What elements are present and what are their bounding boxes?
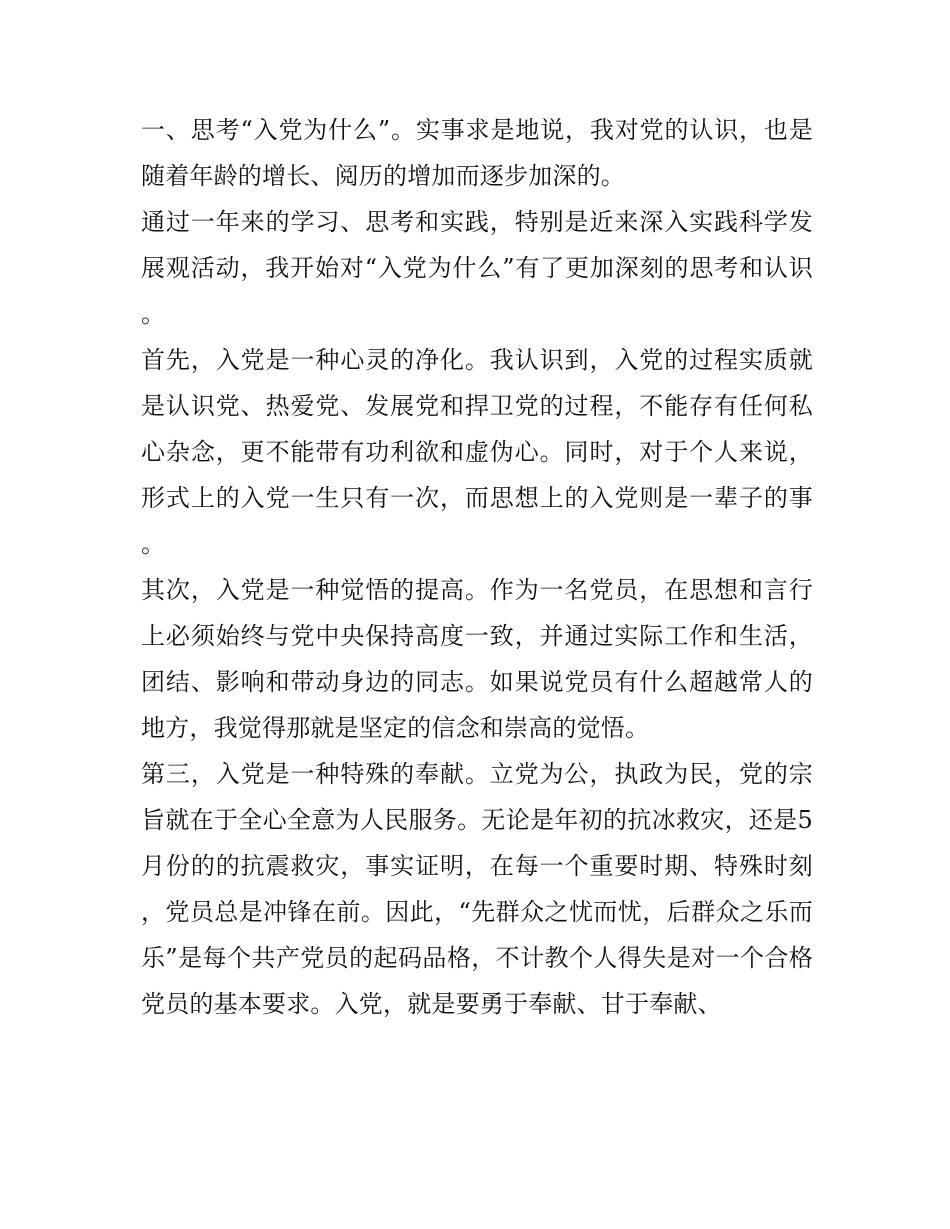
paragraph-reflection: 通过一年来的学习、思考和实践，特别是近来深入实践科学发展观活动，我开始对“入党为什么”有了更加深刻的思考和认识。 xyxy=(141,208,813,328)
paragraph-first-point: 首先，入党是一种心灵的净化。我认识到，入党的过程实质就是认识党、热爱党、发展党和捍卫党的过程，不能存有任何私心杂念，更不能带有功利欲和虚伪心。同时，对于个人来说，形式上的入党一生只有一次，而思想上的入党则是一辈子的事。 xyxy=(141,346,813,558)
document-body xyxy=(141,107,813,1027)
paragraph-third-point: 第三，入党是一种特殊的奉献。立党为公，执政为民，党的宗旨就在于全心全意为人民服务。无论是年初的抗冰救灾，还是5月份的的抗震救灾，事实证明，在每一个重要时期、特殊时刻，党员总是冲锋在前。因此，“先群众之忧而忧，后群众之乐而乐”是每个共产党员的起码品格，不计教个人得失是对一个合格党员的基本要求。入党，就是要勇于奉献、甘于奉献、 xyxy=(141,760,813,1018)
paragraph-second-point: 其次，入党是一种觉悟的提高。作为一名党员，在思想和言行上必须始终与党中央保持高度一致，并通过实际工作和生活，团结、影响和带动身边的同志。如果说党员有什么超越常人的地方，我觉得那就是坚定的信念和崇高的觉悟。 xyxy=(141,576,813,742)
paragraph-intro: 一、思考“入党为什么”。实事求是地说，我对党的认识，也是随着年龄的增长、阅历的增加而逐步加深的。 xyxy=(141,116,813,190)
